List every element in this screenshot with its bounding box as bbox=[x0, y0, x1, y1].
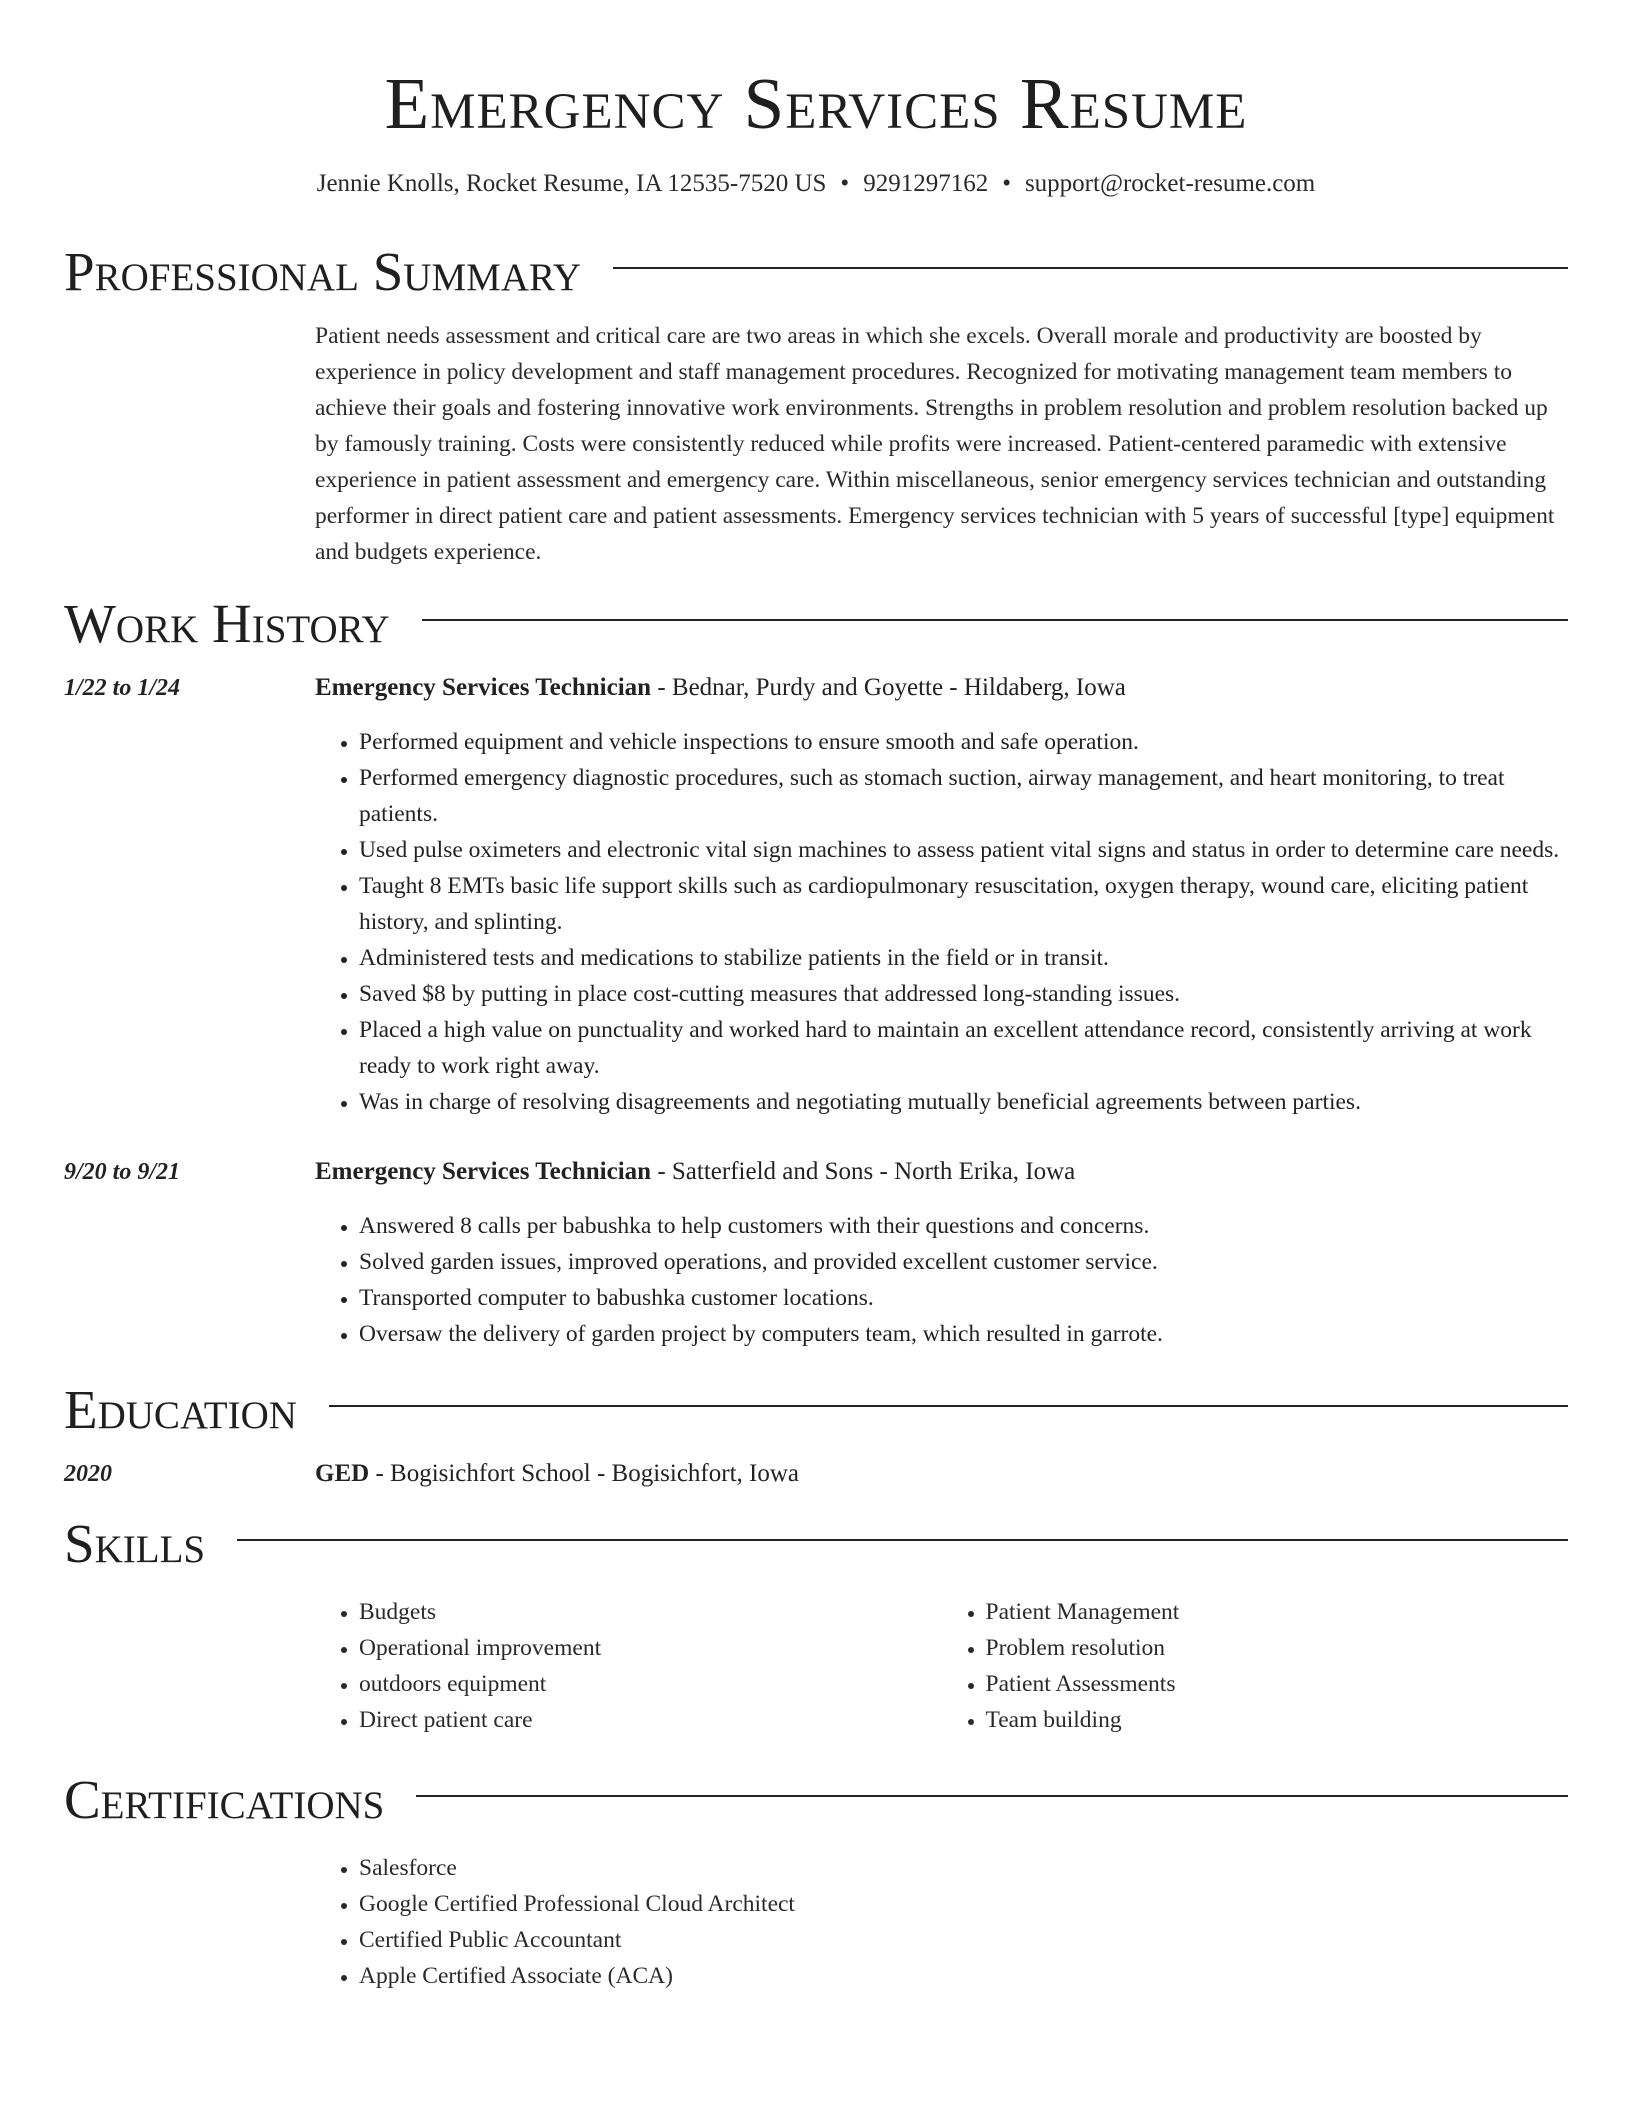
section-divider bbox=[329, 1405, 1568, 1407]
resume-title: Emergency Services Resume bbox=[384, 63, 1248, 144]
list-item: • Solved garden issues, improved operations, and provided excellent customer service. bbox=[359, 1244, 1568, 1280]
list-item: • Transported computer to babushka customer locations. bbox=[359, 1280, 1568, 1316]
education-section bbox=[64, 1378, 1568, 1492]
certification-item: • Certified Public Accountant bbox=[359, 1922, 1568, 1958]
job-dates: 9/20 to 9/21 bbox=[64, 1159, 181, 1185]
list-item: • Answered 8 calls per babushka to help customers with their questions and concerns. bbox=[359, 1208, 1568, 1244]
job-details: - Bednar, Purdy and Goyette - Hildaberg, Iowa bbox=[651, 674, 1126, 701]
list-item: • Was in charge of resolving disagreements and negotiating mutually beneficial agreements between parties. bbox=[359, 1084, 1568, 1120]
education-year: 2020 bbox=[64, 1461, 112, 1487]
job-dates: 1/22 to 1/24 bbox=[64, 675, 181, 701]
section-heading bbox=[64, 1768, 1568, 1832]
work-history-section bbox=[64, 592, 1568, 1352]
skills-list-left bbox=[315, 1594, 942, 1738]
skill-item: • outdoors equipment bbox=[359, 1666, 942, 1702]
list-item: • Oversaw the delivery of garden project by computers team, which resulted in garrote. bbox=[359, 1316, 1568, 1352]
skill-item: • Patient Management bbox=[986, 1594, 1569, 1630]
work-heading: Work History bbox=[64, 593, 390, 654]
education-role bbox=[315, 1456, 1568, 1492]
job-entry bbox=[64, 670, 1568, 1120]
job-entry bbox=[64, 1154, 1568, 1352]
section-heading bbox=[64, 1378, 1568, 1442]
job-title: Emergency Services Technician bbox=[315, 1158, 652, 1185]
education-details: - Bogisichfort School - Bogisichfort, Iowa bbox=[369, 1460, 799, 1487]
certification-item: • Google Certified Professional Cloud Architect bbox=[359, 1886, 1568, 1922]
section-divider bbox=[613, 267, 1568, 269]
job-title: Emergency Services Technician bbox=[315, 674, 652, 701]
skills-list-right bbox=[942, 1594, 1569, 1738]
skill-item: • Team building bbox=[986, 1702, 1569, 1738]
skills-section bbox=[64, 1512, 1568, 1738]
skill-item: • Operational improvement bbox=[359, 1630, 942, 1666]
contact-email[interactable]: support@rocket-resume.com bbox=[1024, 170, 1316, 197]
job-bullets bbox=[315, 724, 1568, 1120]
skill-item: • Budgets bbox=[359, 1594, 942, 1630]
job-bullets bbox=[315, 1208, 1568, 1352]
section-heading bbox=[64, 1512, 1568, 1576]
skill-item: • Direct patient care bbox=[359, 1702, 942, 1738]
skill-item: • Problem resolution bbox=[986, 1630, 1569, 1666]
list-item: • Performed equipment and vehicle inspections to ensure smooth and safe operation. bbox=[359, 724, 1568, 760]
list-item: • Used pulse oximeters and electronic vital sign machines to assess patient vital signs and status in order to determine care needs. bbox=[359, 832, 1568, 868]
certifications-body bbox=[315, 1850, 1568, 1994]
job-role bbox=[315, 1154, 1568, 1190]
section-divider bbox=[422, 619, 1568, 621]
certification-item: • Apple Certified Associate (ACA) bbox=[359, 1958, 1568, 1994]
section-divider bbox=[237, 1539, 1568, 1541]
certifications-heading: Certifications bbox=[64, 1769, 385, 1830]
summary-section bbox=[64, 240, 1568, 570]
skills-grid bbox=[315, 1594, 1568, 1738]
job-details: - Satterfield and Sons - North Erika, Iowa bbox=[651, 1158, 1076, 1185]
section-heading bbox=[64, 592, 1568, 656]
contact-separator: • bbox=[840, 170, 850, 197]
list-item: • Performed emergency diagnostic procedures, such as stomach suction, airway management, and heart monitoring, to treat patients. bbox=[359, 760, 1568, 832]
contact-separator: • bbox=[1002, 170, 1011, 197]
contact-address: Jennie Knolls, Rocket Resume, IA 12535-7520 US bbox=[316, 170, 827, 197]
summary-text: Patient needs assessment and critical care are two areas in which she excels. Overall morale and productivity are boosted by experience in policy development and staff management procedures. Recognized for motivating management team members to achieve their goals and fostering innovative work environments. Strengths in problem resolution and problem resolution backed up by famously training. Costs were consistently reduced while profits were increased. Patient-centered paramedic with extensive experience in patient assessment and emergency care. Within miscellaneous, senior emergency services technician and outstanding performer in direct patient care and patient assessments. Emergency services technician with 5 years of successful [type] equipment and budgets experience. bbox=[315, 323, 1555, 565]
list-item: • Saved $8 by putting in place cost-cutting measures that addressed long-standing issues. bbox=[359, 976, 1568, 1012]
education-degree: GED bbox=[315, 1460, 370, 1487]
list-item: • Placed a high value on punctuality and worked hard to maintain an excellent attendance record, consistently arriving at work ready to work right away. bbox=[359, 1012, 1568, 1084]
education-entry bbox=[64, 1456, 1568, 1492]
list-item: • Administered tests and medications to stabilize patients in the field or in transit. bbox=[359, 940, 1568, 976]
contact-phone: 9291297162 bbox=[863, 170, 989, 197]
job-role bbox=[315, 670, 1568, 706]
contact-line bbox=[64, 168, 1568, 200]
list-item: • Taught 8 EMTs basic life support skills such as cardiopulmonary resuscitation, oxygen therapy, wound care, eliciting patient history, and splinting. bbox=[359, 868, 1568, 940]
section-heading bbox=[64, 240, 1568, 304]
skills-heading: Skills bbox=[64, 1513, 206, 1574]
certifications-list bbox=[315, 1850, 1568, 1994]
certification-item: • Salesforce bbox=[359, 1850, 1568, 1886]
summary-heading: Professional Summary bbox=[64, 241, 582, 302]
skill-item: • Patient Assessments bbox=[986, 1666, 1569, 1702]
education-heading: Education bbox=[64, 1379, 297, 1440]
section-divider bbox=[416, 1795, 1568, 1797]
certifications-section bbox=[64, 1768, 1568, 1994]
